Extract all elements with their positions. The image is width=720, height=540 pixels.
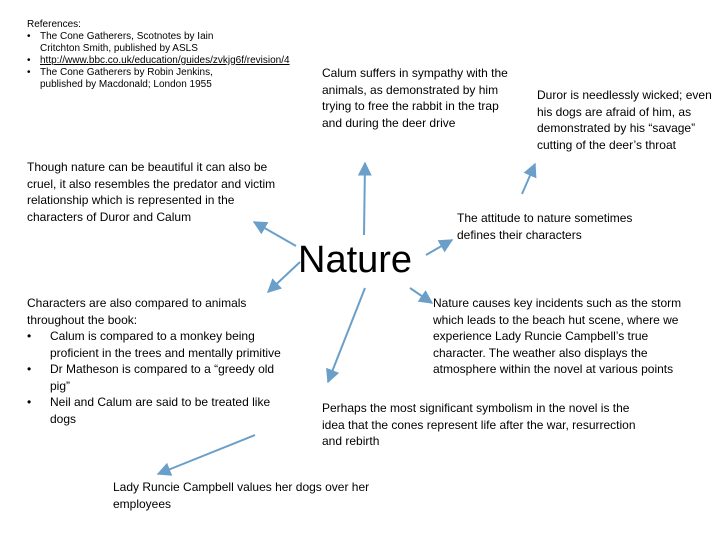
arrow-to-predator-victim (254, 222, 296, 246)
animal-comparisons-heading: Characters are also compared to animals throughout the book: (27, 296, 247, 327)
arrow-to-attitude (426, 240, 452, 255)
node-calum-sympathy: Calum suffers in sympathy with the animals, as demonstrated by him trying to free the rabbit in the trap and during the deer drive (322, 66, 508, 130)
reference-link[interactable]: http://www.bbc.co.uk/education/guides/zvkjg6f/revision/4 (40, 55, 290, 66)
node-animal-comparisons (27, 295, 295, 427)
arrow-to-storm (410, 288, 432, 303)
references-list (27, 31, 290, 91)
list-item: • Dr Matheson is compared to a “greedy old pig” (27, 361, 295, 394)
arrow-to-duror-wicked (522, 164, 535, 194)
reference-item: • The Cone Gatherers by Robin Jenkins, published by Macdonald; London 1955 (27, 67, 247, 91)
animal-comparisons-list (27, 328, 295, 427)
center-title: Nature (298, 239, 413, 281)
list-item: • Calum is compared to a monkey being proficient in the trees and mentally primitive (27, 328, 295, 361)
node-predator-victim: Though nature can be beautiful it can also be cruel, it also resembles the predator and victim relationship which is represented in the characters of Duror and Calum (27, 160, 276, 224)
arrow-to-lady-dogs (158, 435, 255, 474)
node-duror-wicked: Duror is needlessly wicked; even his dogs are afraid of him, as demonstrated by his “savage” cutting of the deer’s throat (537, 88, 712, 152)
references-heading: References: (27, 19, 81, 30)
references-block (27, 19, 290, 91)
list-item: • Neil and Calum are said to be treated like dogs (27, 394, 295, 427)
reference-item (27, 55, 290, 67)
node-storm: Nature causes key incidents such as the storm which leads to the beach hut scene, where we experience Lady Runcie Campbell’s true character. The weather also displays the atmosphere within the novel at various points (433, 296, 682, 376)
node-lady-dogs: Lady Runcie Campbell values her dogs over her employees (113, 480, 370, 511)
arrow-to-calum-sympathy (364, 163, 365, 235)
arrow-to-animals (268, 262, 300, 292)
node-attitude: The attitude to nature sometimes defines their characters (457, 211, 633, 242)
reference-item: • The Cone Gatherers, Scotnotes by Iain Critchton Smith, published by ASLS (27, 31, 247, 55)
arrow-to-cones (328, 288, 365, 382)
node-cones: Perhaps the most significant symbolism in the novel is the idea that the cones represent life after the war, resurrection and rebirth (322, 401, 636, 448)
